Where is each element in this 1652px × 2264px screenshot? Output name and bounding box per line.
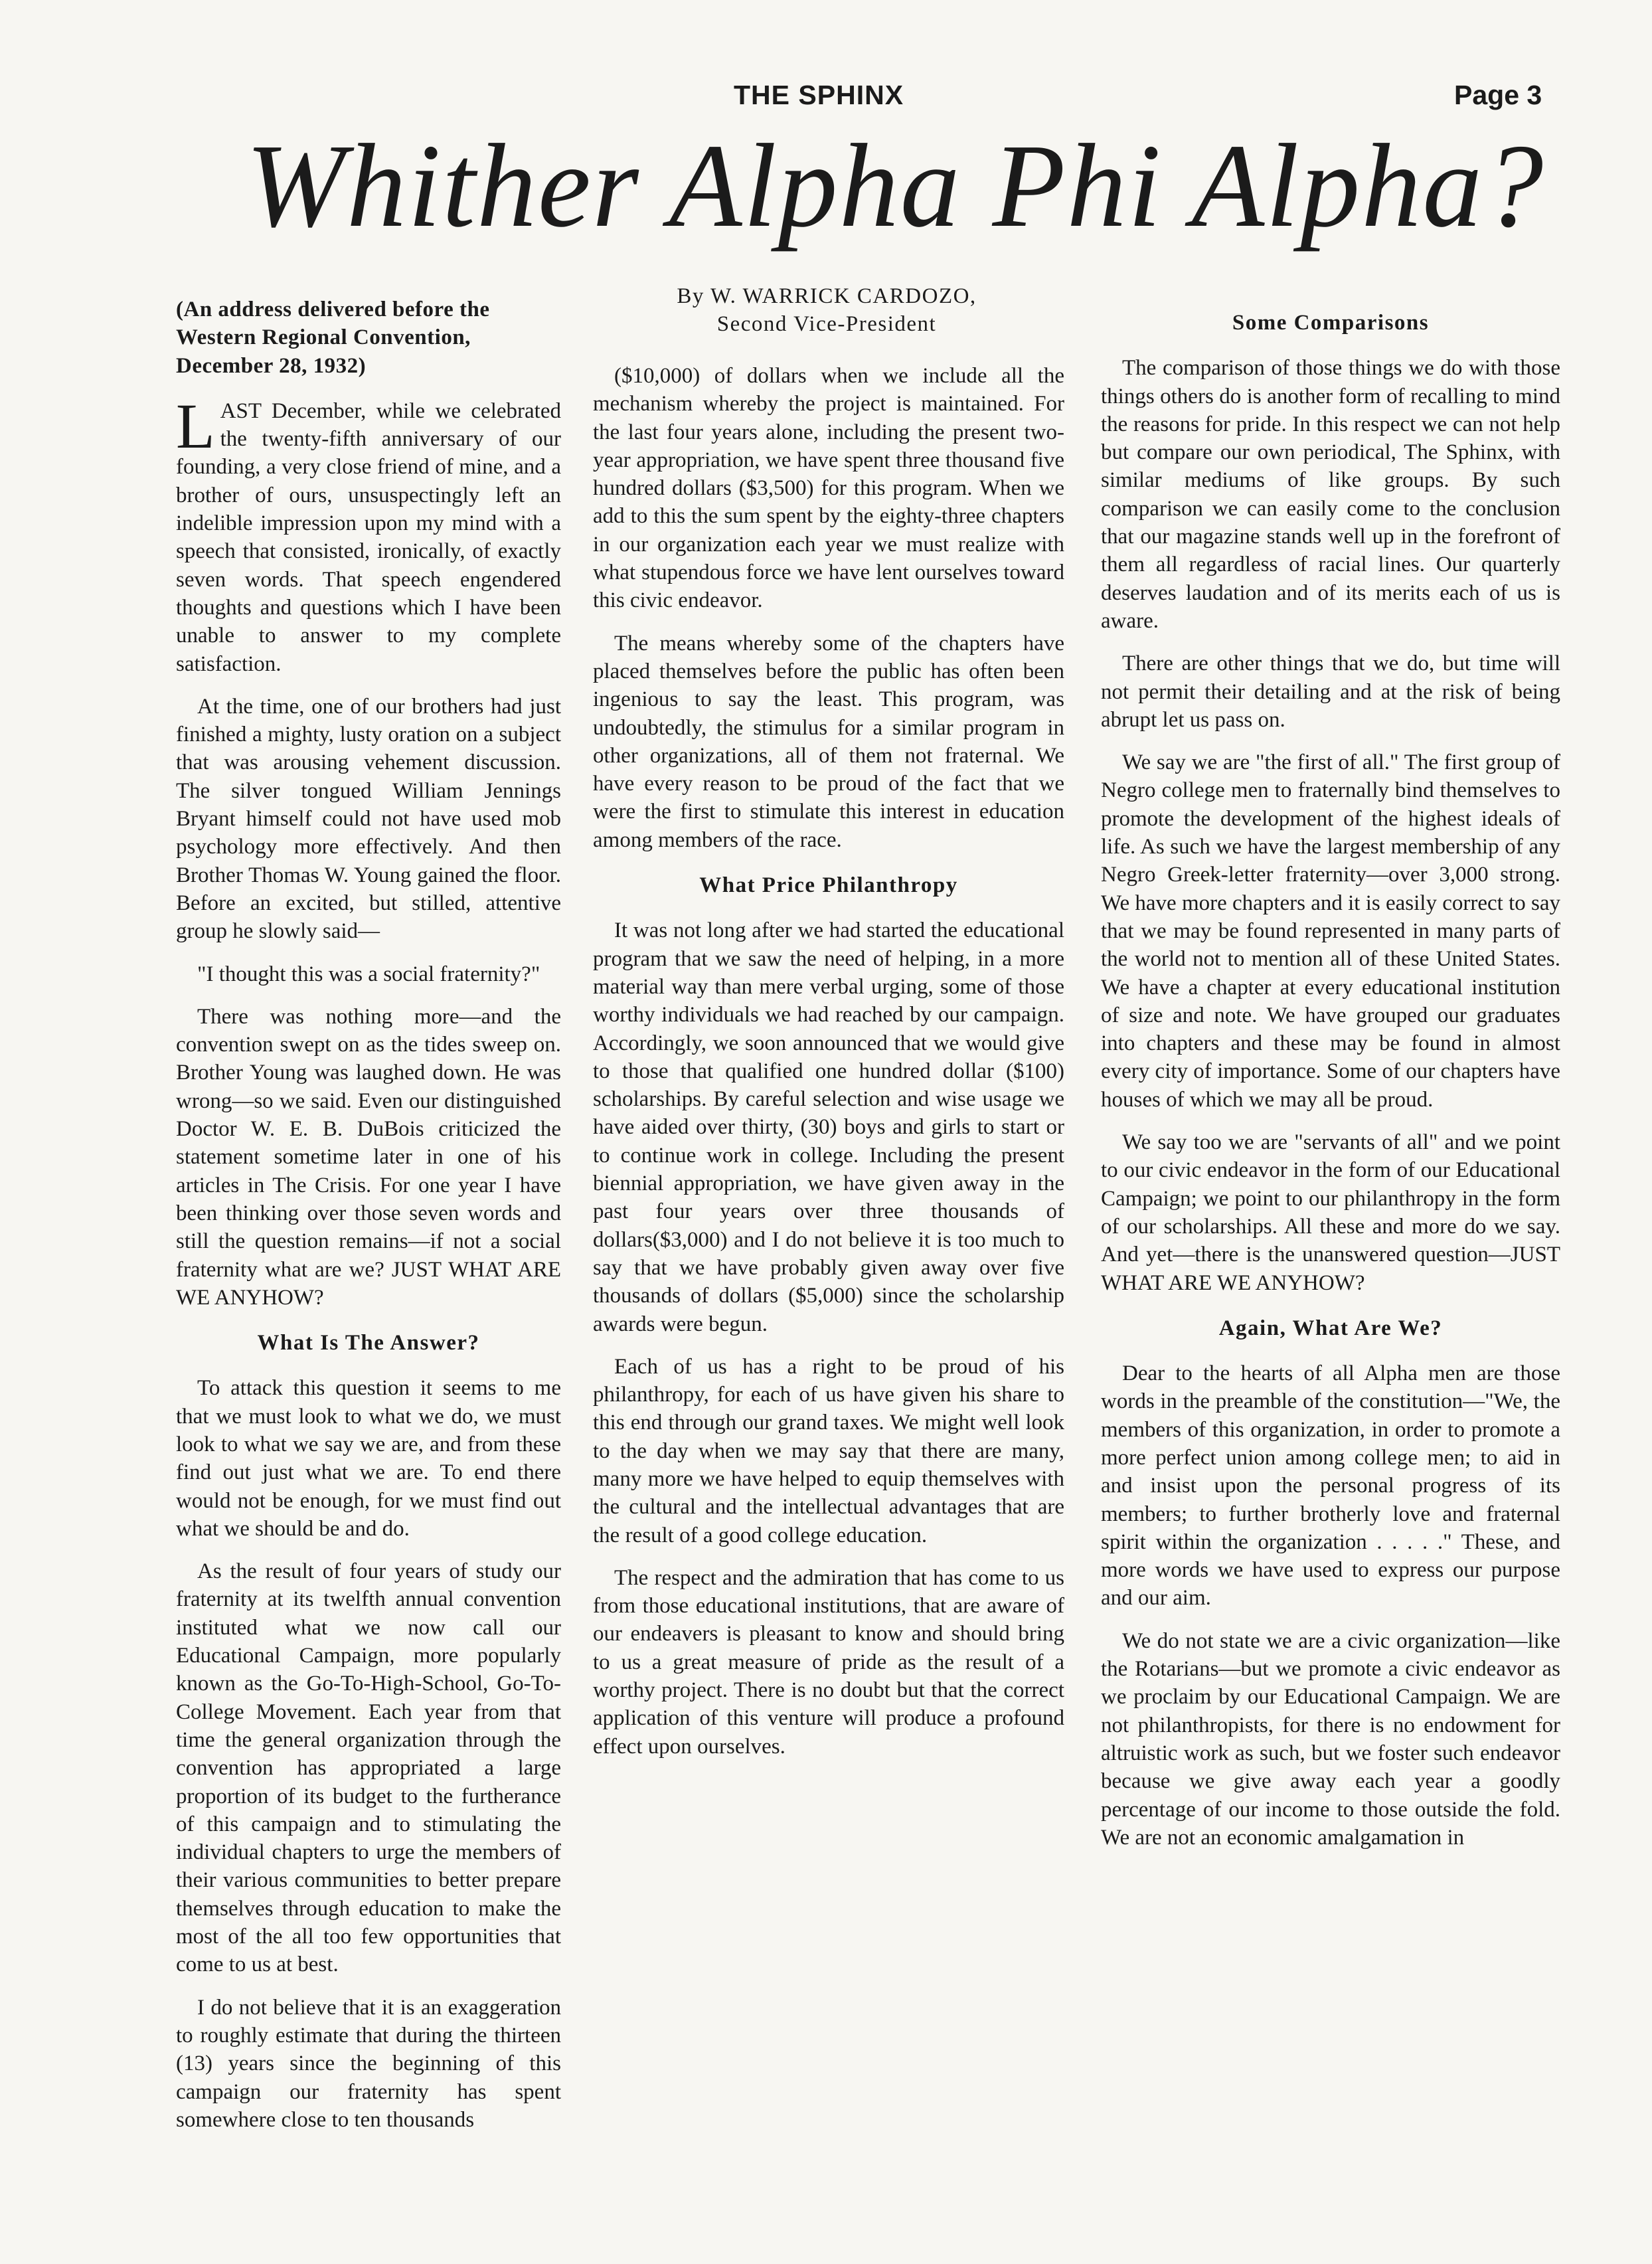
paragraph: Each of us has a right to be proud of his philanthropy, for each of us have given his share to this end through our grand taxes. We might well look to the day when we may say that there are many, many more we have helped to equip themselves with the cultural and the intellectual advantages that are the result of a good college education. — [593, 1354, 1064, 1547]
paragraph — [176, 390, 561, 678]
paragraph: We say we are "the first of all." The first group of Negro college men to fraternally bind themselves to promote the development of the highest ideals of life. As such we have the largest membership of any Negro Greek-letter fraternity—over 3,000 strong. We have more chapters and it is easily correct to say that we may be found represented in many parts of the world not to mention all of these United States. We have a chapter at every educational institution of size and note. We have grouped our graduates into chapters and these may be found in almost every city of importance. Some of our chapters have houses of which we may all be proud. — [1101, 750, 1560, 1112]
page-number: Page 3 — [1454, 80, 1542, 110]
paragraph: Dear to the hearts of all Alpha men are those words in the preamble of the constitution—"We, the members of this organization, in order to promote a more perfect union among college men; to aid in and insist upon the personal progress of its members; to further brotherly love and fraternal spirit within the organization . . . . ." These, and more words we have used to express our purpose and our aim. — [1101, 1361, 1560, 1611]
paragraph: The respect and the admiration that has come to us from those educational institutions, that are aware of our endeavers is pleasant to know and should bring to us a great measure of pride as the result of a worthy project. There is no doubt but that the correct application of this venture will produce a profound effect upon ourselves. — [593, 1565, 1064, 1759]
section-heading: What Is The Answer? — [257, 1331, 480, 1355]
paragraph: "I thought this was a social fraternity?" — [197, 962, 540, 986]
paragraph: The means whereby some of the chapters have placed themselves before the public has often been ingenious to say the least. This program, was undoubtedly, the stimulus for a similar program in other organizations, all of them not fraternal. We have every reason to be proud of the fact that we were the first to stimulate this interest in education among members of the race. — [593, 631, 1064, 852]
paragraph: To attack this question it seems to me that we must look to what we do, we must look to what we say we are, and from these find out just what we are. To end there would not be enough, for we must find out what we should be and do. — [176, 1376, 561, 1541]
publication-name: THE SPHINX — [734, 80, 904, 110]
column-2 — [593, 362, 1064, 1775]
section-heading: What Price Philanthropy — [699, 873, 958, 898]
column-3 — [1101, 309, 1560, 1866]
paragraph: It was not long after we had started the educational program that we saw the need of helping, in a more material way than mere verbal urging, some of those worthy individuals we had reached by our campaign. Accordingly, we soon announced that we would give to those that qualified one hundred dollar ($100) scholarships. By careful selection and wise usage we have aided over thirty, (30) boys and girls to start or to continue work in college. Including the present biennial appropriation, we have given away in the past four years over three thousands of dollars($3,000) and I do not believe it is too much to say that we have probably given away over five thousands of dollars ($5,000) since the scholarship awards were begun. — [593, 918, 1064, 1336]
section-heading: Again, What Are We? — [1218, 1316, 1443, 1340]
paragraph: The comparison of those things we do with those things others do is another form of recalling to mind the reasons for pride. In this respect we can not help but compare our own periodical, The Sphinx, with similar mediums of like groups. By such comparison we can easily come to the conclusion that our magazine stands well up in the forefront of them all regardless of racial lines. Our quarterly deserves laudation and of its merits each of us is aware. — [1101, 356, 1560, 633]
paragraph: There was nothing more—and the convention swept on as the tides sweep on. Brother Young was laughed down. He was wrong—so we said. Even our distinguished Doctor W. E. B. DuBois criticized the statement sometime later in one of his articles in The Crisis. For one year I have been thinking over those seven words and still the question remains—if not a social fraternity what are we? JUST WHAT ARE WE ANYHOW? — [176, 1004, 561, 1310]
paragraph: I do not believe that it is an exaggeration to roughly estimate that during the thirteen (13) years since the beginning of this campaign our fraternity has spent somewhere close to ten thousands — [176, 1995, 561, 2132]
paragraph-text: AST December, while we celebrated the twenty-fifth anniversary of our founding, a very close friend of mine, and a brother of ours, unsuspectingly left an indelible impression upon my mind with a speech that consisted, ironically, of exactly seven words. That speech engendered thoughts and questions which I have been unable to answer to my complete satisfaction. — [176, 398, 561, 676]
author-name: By W. WARRICK CARDOZO, — [677, 284, 977, 308]
column-1 — [176, 296, 561, 2148]
paragraph: We say too we are "servants of all" and we point to our civic endeavor in the form of our Educational Campaign; we point to our philanthropy in the form of our scholarships. All these and more do we say. And yet—there is the unanswered question—JUST WHAT ARE WE ANYHOW? — [1101, 1130, 1560, 1295]
byline — [598, 282, 1056, 338]
author-position: Second Vice-President — [716, 312, 937, 336]
paragraph: There are other things that we do, but time will not permit their detailing and at the risk of being abrupt let us pass on. — [1101, 652, 1560, 732]
paragraph: ($10,000) of dollars when we include all the mechanism whereby the project is maintained. For the last four years alone, including the present two-year appropriation, we have spent three thousand five hundred dollars ($3,500) for this program. When we add to this the sum spent by the eighty-three chapters in our organization each year we must realize with what stupendous force we have lent ourselves toward this civic endeavor. — [593, 364, 1064, 613]
paragraph: As the result of four years of study our fraternity at its twelfth annual convention instituted what we now call our Educational Campaign, more popularly known as the Go-To-High-School, Go-To-College Movement. Each year from that time the general organization through the convention has appropriated a large proportion of its budget to the furtherance of this campaign and to stimulating the individual chapters to urge the members of their various communities to better prepare themselves through education to make the most of the all too few opportunities that come to us at best. — [176, 1559, 561, 1977]
section-heading: Some Comparisons — [1232, 311, 1430, 335]
article-title: Whither Alpha Phi Alpha? — [246, 120, 1545, 252]
paragraph: We do not state we are a civic organization—like the Rotarians—but we promote a civic endeavor as we proclaim by our Educational Campaign. We are not philanthropists, for there is no endowment for altruistic work as such, but we foster such endeavor because we give away each year a goodly percentage of our income to those outside the fold. We are not an economic amalgamation in — [1101, 1628, 1560, 1850]
address-note: (An address delivered before the Western Regional Convention, December 28, 1932) — [176, 298, 490, 378]
drop-cap: L — [176, 390, 215, 462]
paragraph: At the time, one of our brothers had just finished a mighty, lusty oration on a subject that was arousing vehement discussion. The silver tongued William Jennings Bryant himself could not have used mob psychology more effectively. And then Brother Thomas W. Young gained the floor. Before an excited, but stilled, attentive group he slowly said— — [176, 694, 561, 944]
